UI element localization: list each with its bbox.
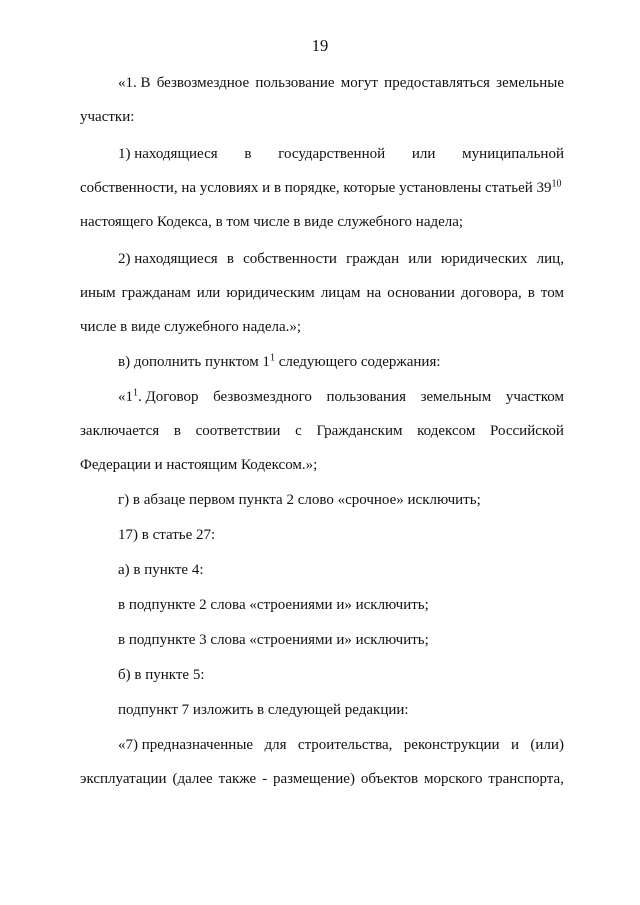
word: 1) находящиеся: [118, 146, 218, 162]
paragraph-8: а) в пункте 4:: [118, 562, 204, 578]
word: кодексом: [417, 423, 476, 439]
word: морского: [423, 771, 483, 787]
paragraph-5-line-3: Федерации и настоящим Кодексом.»;: [80, 457, 318, 473]
word: Гражданским: [316, 423, 403, 439]
word: или: [411, 146, 436, 162]
word: государственной: [278, 146, 386, 162]
word: договора,: [460, 285, 522, 301]
paragraph-3-line-1: [118, 250, 564, 268]
word-part: . Договор: [138, 389, 199, 405]
word: лицам: [320, 285, 361, 301]
paragraph-5-line-2: [80, 422, 564, 440]
word: основании: [387, 285, 455, 301]
line-text: в) дополнить пунктом 1: [118, 354, 270, 370]
superscript: 10: [551, 178, 562, 190]
word: или: [408, 251, 432, 267]
word: безвозмездного: [213, 389, 312, 405]
word: в: [527, 285, 535, 301]
word: эксплуатации: [80, 771, 167, 787]
superscript: 1: [269, 352, 275, 364]
word: могут: [340, 75, 378, 91]
word: граждан: [346, 251, 400, 267]
word: «1. В: [118, 75, 151, 91]
word: на: [366, 285, 382, 301]
paragraph-12: подпункт 7 изложить в следующей редакции:: [118, 702, 409, 718]
word: в: [173, 423, 181, 439]
word: с: [295, 423, 302, 439]
paragraph-4-line-1: [118, 353, 441, 371]
word: транспорта,: [488, 771, 564, 787]
paragraph-13-line-2: [80, 770, 564, 788]
word: реконструкции: [403, 737, 500, 753]
word: объектов: [360, 771, 419, 787]
word: Российской: [490, 423, 564, 439]
paragraph-3-line-2: [80, 284, 564, 302]
paragraph-2-line-1: [118, 145, 564, 163]
paragraph-1-line-1: [118, 74, 564, 92]
word: для: [264, 737, 287, 753]
line-text: собственности, на условиях и в порядке, которые установлены статьей 39: [80, 180, 552, 196]
word: лиц,: [536, 251, 564, 267]
word: безвозмездное: [156, 75, 250, 91]
word: в: [226, 251, 234, 267]
paragraph-9: в подпункте 2 слова «строениями и» исключить;: [118, 597, 429, 613]
paragraph-5-line-1: [118, 388, 564, 406]
word: пользование: [255, 75, 335, 91]
word: или: [196, 285, 221, 301]
paragraph-1-line-2: участки:: [80, 109, 135, 125]
word: заключается: [80, 423, 160, 439]
word: в: [244, 146, 252, 162]
word: размещение): [273, 771, 355, 787]
word: участком: [505, 389, 564, 405]
paragraph-2-line-2: [80, 179, 562, 197]
word: (или): [530, 737, 564, 753]
word: строительства,: [297, 737, 393, 753]
paragraph-3-line-3: числе в виде служебного надела.»;: [80, 319, 302, 335]
word: юридических: [441, 251, 528, 267]
paragraph-6: г) в абзаце первом пункта 2 слово «срочное» исключить;: [118, 492, 481, 508]
word: 2) находящиеся: [118, 251, 218, 267]
word: земельным: [420, 389, 492, 405]
word: юридическим: [226, 285, 315, 301]
word: том: [540, 285, 564, 301]
word: собственности: [243, 251, 337, 267]
word: и: [510, 737, 519, 753]
word: предоставляться: [384, 75, 490, 91]
paragraph-11: б) в пункте 5:: [118, 667, 205, 683]
word: также: [218, 771, 257, 787]
word: -: [262, 771, 268, 787]
word: пользования: [326, 389, 406, 405]
superscript: 1: [133, 387, 138, 399]
word: [118, 388, 199, 406]
paragraph-10: в подпункте 3 слова «строениями и» исключить;: [118, 632, 429, 648]
word: иным: [80, 285, 116, 301]
page-number: 19: [311, 36, 329, 55]
paragraph-13-line-1: [118, 736, 564, 754]
word: земельные: [496, 75, 564, 91]
word-part: «1: [118, 389, 133, 405]
paragraph-7: 17) в статье 27:: [118, 527, 216, 543]
word: гражданам: [121, 285, 191, 301]
line-text: следующего содержания:: [274, 354, 441, 370]
word: (далее: [172, 771, 213, 787]
word: соответствии: [195, 423, 281, 439]
paragraph-2-line-3: настоящего Кодекса, в том числе в виде служебного надела;: [80, 214, 464, 230]
word: «7) предназначенные: [118, 737, 254, 753]
word: муниципальной: [462, 146, 564, 162]
